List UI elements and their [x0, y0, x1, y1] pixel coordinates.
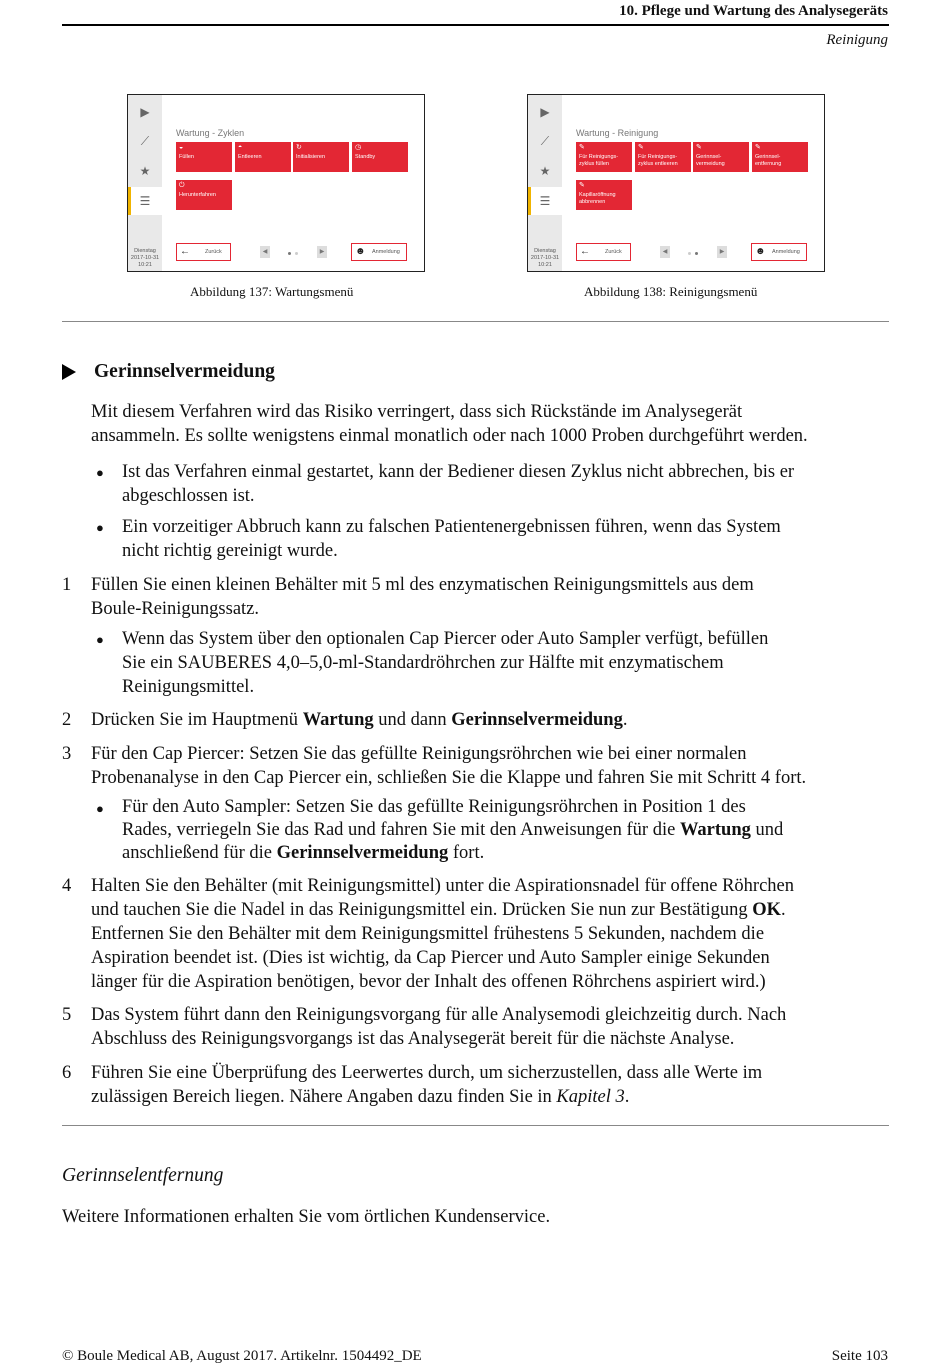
bullet-icon: ● [96, 632, 104, 647]
screen-next-arrow: ▶ [717, 246, 727, 258]
footer-copyright: © Boule Medical AB, August 2017. Artikelnr. 1504492_DE [62, 1348, 422, 1364]
page-dot [695, 252, 698, 255]
section-heading: Gerinnselvermeidung [94, 361, 275, 382]
intro-bullet: Ein vorzeitiger Abbruch kann zu falschen Patientenergebnissen führen, wenn das System nicht richtig gereinigt wurde. [122, 517, 781, 561]
figure-caption: Abbildung 138: Reinigungsmenü [584, 284, 758, 299]
tile-fill: ◒ Füllen [176, 142, 232, 172]
running-header-section: Reinigung [826, 32, 888, 48]
step-number: 6 [62, 1063, 72, 1083]
page-dot [688, 252, 691, 255]
footer-page-number: Seite 103 [831, 1348, 888, 1364]
tile-shutdown: ⏻ Herunterfahren [176, 180, 232, 210]
screen-login-button: ☻ Anmeldung [751, 243, 807, 261]
step-bullet: Wenn das System über den optionalen Cap Piercer oder Auto Sampler verfügt, befüllen Sie ein SAUBERES 4,0–5,0-ml-Standardröhrchen zur Hälfte mit enzymatischem Reinigungsmittel. [122, 629, 769, 697]
figure-caption: Abbildung 137: Wartungsmenü [190, 284, 354, 299]
tile-standby: ◷ Standby [352, 142, 408, 172]
bullet-icon: ● [96, 801, 104, 816]
step-number: 2 [62, 710, 72, 730]
intro-bullet: Ist das Verfahren einmal gestartet, kann der Bediener diesen Zyklus nicht abbrechen, bis er abgeschlossen ist. [122, 462, 795, 506]
running-header-chapter: 10. Pflege und Wartung des Analysegeräts [619, 3, 888, 19]
intro-paragraph: Mit diesem Verfahren wird das Risiko verringert, dass sich Rückstände im Analysegerät ansammeln. Es sollte wenigstens einmal monatlich oder nach 1000 Proben durchgeführt werden. [91, 402, 808, 446]
step-text: Führen Sie eine Überprüfung des Leerwertes durch, um sicherzustellen, dass alle Werte im zulässigen Bereich liegen. Nähere Angaben dazu finden Sie in Kapitel 3. [91, 1063, 763, 1107]
bullet-icon: ● [96, 520, 104, 535]
screen-back-button: ← Zurück [576, 243, 631, 261]
tile-fill-for-cleaning: ✎ Für Reinigungs-zyklus füllen [576, 142, 632, 172]
star-icon: ★ [139, 164, 151, 178]
step-number: 5 [62, 1005, 72, 1025]
bullet-icon: ● [96, 465, 104, 480]
tile-clot-prevention: ✎ Gerinnsel-vermeidung [693, 142, 749, 172]
maintenance-menu-screenshot [127, 94, 425, 272]
screen-sidebar [128, 95, 162, 271]
subsection-heading: Gerinnselentfernung [62, 1165, 224, 1186]
section-divider [62, 1125, 889, 1126]
step-number: 4 [62, 876, 72, 896]
section-triangle-icon [62, 364, 76, 380]
screen-title: Wartung - Zyklen [176, 128, 245, 138]
step-text: Für den Cap Piercer: Setzen Sie das gefüllte Reinigungsröhrchen wie bei einer normalen Probenanalyse in den Cap Piercer ein, schließen Sie die Klappe und fahren Sie mit Schritt 4 fort. [91, 744, 807, 788]
play-icon: ▶ [540, 105, 550, 119]
screen-next-arrow: ▶ [317, 246, 327, 258]
tile-burn-capillary: ✎ Kapillaröffnung abbrennen [576, 180, 632, 210]
sidebar-active-marker [128, 187, 131, 215]
screen-sidebar [528, 95, 562, 271]
header-rule [62, 24, 889, 26]
tile-initialize: ↻ Initialisieren [293, 142, 349, 172]
page-dot [288, 252, 291, 255]
step-number: 3 [62, 744, 72, 764]
tile-clot-removal: ✎ Gerinnsel-entfernung [752, 142, 808, 172]
tile-empty-for-cleaning: ✎ Für Reinigungs-zyklus entleeren [635, 142, 691, 172]
menu-icon: ☰ [539, 194, 551, 208]
step-bullet: Für den Auto Sampler: Setzen Sie das gefüllte Reinigungsröhrchen in Position 1 des Rades, verriegeln Sie das Rad und fahren Sie mit den Anweisungen für die Wartung und anschließend für die Gerinnselvermeidung fort. [122, 797, 784, 863]
subsection-text: Weitere Informationen erhalten Sie vom örtlichen Kundenservice. [62, 1207, 551, 1227]
cleaning-menu-screenshot [527, 94, 825, 272]
screen-back-button: ← Zurück [176, 243, 231, 261]
screen-date: Dienstag 2017-10-31 10:21 [530, 248, 560, 268]
chart-icon: ⟋ [540, 134, 550, 148]
screen-date: Dienstag 2017-10-31 10:21 [130, 248, 160, 268]
screen-title: Wartung - Reinigung [576, 128, 659, 138]
step-text: Drücken Sie im Hauptmenü Wartung und dann Gerinnselvermeidung. [91, 710, 628, 730]
step-text: Das System führt dann den Reinigungsvorgang für alle Analysemodi gleichzeitig durch. Nach Abschluss des Reinigungsvorgangs ist das Analysegerät bereit für die nächste Analyse. [91, 1005, 787, 1049]
tile-empty: ◓ Entleeren [235, 142, 291, 172]
chart-icon: ⟋ [140, 134, 150, 148]
page-dot [295, 252, 298, 255]
sidebar-active-marker [528, 187, 531, 215]
section-divider [62, 321, 889, 322]
screen-prev-arrow: ◀ [660, 246, 670, 258]
menu-icon: ☰ [139, 194, 151, 208]
step-text: Halten Sie den Behälter (mit Reinigungsmittel) unter die Aspirationsnadel für offene Röhrchen und tauchen Sie die Nadel in das Reinigungsmittel ein. Drücken Sie nun zur Bestätigung OK. Entfernen Sie den Behälter mit dem Reinigungsmittel frühestens 5 Sekunden, nachdem die Aspiration beendet ist. (Dies ist wichtig, da Cap Piercer und Auto Sampler einige Sekunden länger für die Aspiration benötigen, bevor der Inhalt des offenen Röhrchens aspiriert wird.) [91, 876, 794, 992]
screen-login-button: ☻ Anmeldung [351, 243, 407, 261]
play-icon: ▶ [140, 105, 150, 119]
step-text: Füllen Sie einen kleinen Behälter mit 5 ml des enzymatischen Reinigungsmittels aus dem Boule-Reinigungssatz. [91, 575, 754, 619]
star-icon: ★ [539, 164, 551, 178]
screen-prev-arrow: ◀ [260, 246, 270, 258]
step-number: 1 [62, 575, 72, 595]
